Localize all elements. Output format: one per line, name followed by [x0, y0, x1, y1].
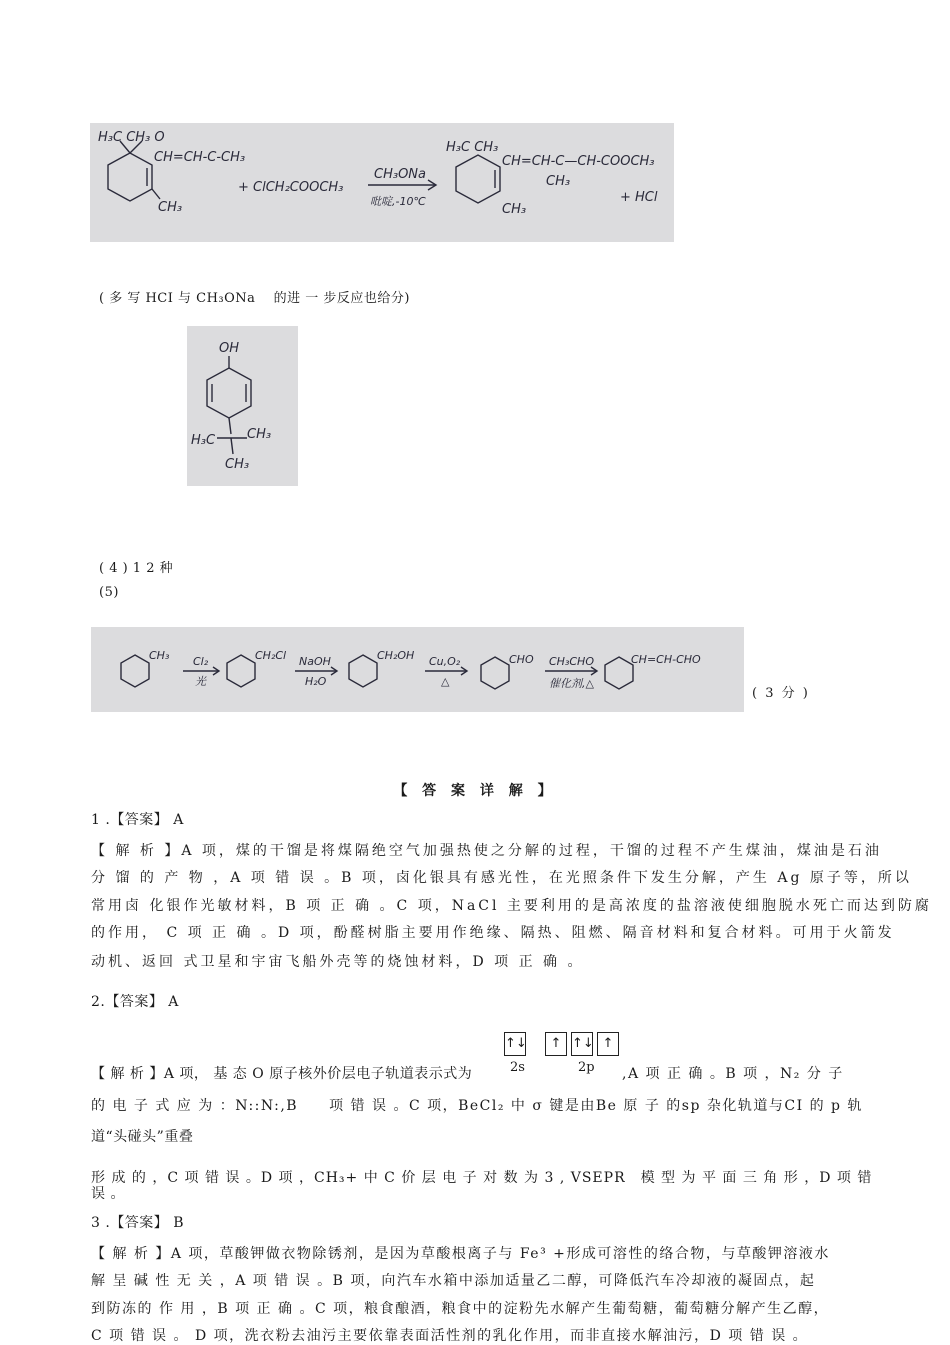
answer-3-line: 到防冻的 作 用 ，B 项 正 确 。C 项，粮食酿酒，粮食中的淀粉先水解产生葡萄糖，葡萄糖分解产生乙醇，: [91, 1301, 830, 1317]
bottom-methyl-label: CH₃: [225, 457, 250, 472]
svg-text:CH₂OH: CH₂OH: [377, 649, 415, 662]
arrow-below-text: 吡啶,-10℃: [370, 195, 426, 208]
orbital-2p-box: ↑: [545, 1032, 567, 1056]
q5-label: (5): [99, 585, 119, 600]
svg-text:NaOH: NaOH: [299, 655, 331, 668]
left-methyls: H₃C CH₃ O: [98, 130, 165, 145]
answer-3-line: C 项 错 误 。 D 项，洗衣粉去油污主要依靠表面活性剂的乳化作用，而非直接水解油污，D 项 错 误 。: [91, 1328, 809, 1344]
answer-3-label: 3 .【答案】 B: [91, 1215, 185, 1231]
svg-text:CH₃CHO: CH₃CHO: [549, 655, 594, 668]
left-methyl-label: H₃C: [191, 433, 216, 448]
answer-1-line: 分 馏 的 产 物 ，A 项 错 误 。B 项，卤化银具有感光性，在光照条件下发生分解，产生 Ag 原子等，所以: [91, 870, 912, 886]
answer-2-line: 形 成 的 ，C 项 错 误 。D 项 ，CH₃+ 中 C 价 层 电 子 对 数 为 3 , VSEPR 模 型 为 平 面 三 角 形 ，D 项 错: [91, 1170, 873, 1186]
section-title: 【 答 案 详 解 】: [393, 783, 557, 799]
benzene-ring: [207, 368, 251, 418]
answer-2-line: 【 解 析 】A 项， 基 态 O 原子核外价层电子轨道表示式为: [91, 1066, 473, 1082]
svg-text:CH₃: CH₃: [502, 202, 527, 217]
answer-1-line: 的作用， C 项 正 确 。D 项，酚醛树脂主要用作绝缘、隔热、阻燃、隔音材料和复合材料。可用于火箭发: [91, 925, 895, 941]
reaction-image-1: [90, 123, 674, 242]
hcl-text: + HCl: [620, 190, 658, 205]
structure-image-2: [187, 326, 298, 486]
svg-text:CH=CH-C-CH₃: CH=CH-C-CH₃: [154, 150, 246, 165]
cyclohexene-ring-right: [456, 155, 500, 203]
answer-1-label: 1 .【答案】 A: [91, 812, 184, 828]
svg-text:Cu,O₂: Cu,O₂: [429, 655, 461, 668]
cyclohexene-ring-left: [108, 153, 152, 201]
svg-text:△: △: [441, 675, 450, 688]
answer-2-line: 的 电 子 式 应 为 ：N::N:,B 项 错 误 。C 项，BeCl₂ 中 σ 键是由Be 原 子 的sp 杂化轨道与CI 的 p 轨: [91, 1098, 863, 1114]
orbital-2p-label: 2p: [578, 1060, 595, 1075]
arrow-above-text: CH₃ONa: [374, 167, 426, 182]
answer-1-line: 【 解 析 】A 项，煤的干馏是将煤隔绝空气加强热使之分解的过程，干馏的过程不产生煤油，煤油是石油: [91, 843, 882, 859]
orbital-2p-box: ↑↓: [571, 1032, 593, 1056]
answer-2-label: 2.【答案】 A: [91, 994, 179, 1010]
answer-2-line: 道“头碰头”重叠: [91, 1129, 194, 1145]
orbital-2s-label: 2s: [510, 1060, 525, 1075]
answer-2-line: ,A 项 正 确 。B 项 ，N₂ 分 子: [622, 1066, 844, 1082]
svg-text:CH=CH-CHO: CH=CH-CHO: [631, 653, 701, 666]
svg-text:CHO: CHO: [509, 653, 534, 666]
svg-text:CH₂Cl: CH₂Cl: [255, 649, 287, 662]
answer-3-line: 【 解 析 】A 项，草酸钾做衣物除锈剂，是因为草酸根离子与 Fe³ +形成可溶性的络合物，与草酸钾溶液水: [91, 1246, 830, 1262]
synthesis-route-image: [91, 627, 744, 712]
score-label: ( 3 分 ): [752, 686, 810, 701]
svg-text:CH₃: CH₃: [149, 649, 170, 662]
oh-label: OH: [219, 341, 240, 356]
svg-text:催化剂,△: 催化剂,△: [549, 677, 594, 690]
svg-text:CH₃: CH₃: [158, 200, 183, 215]
reagent-text: + ClCH₂COOCH₃: [238, 180, 344, 195]
answer-1-line: 动机、返回 式卫星和宇宙飞船外壳等的烧蚀材料，D 项 正 确 。: [91, 954, 585, 970]
svg-text:H₂O: H₂O: [305, 675, 327, 688]
q4-answer: ( 4 ) 1 2 种: [99, 561, 174, 576]
right-methyl-label: CH₃: [247, 427, 272, 442]
svg-text:CH₃: CH₃: [546, 174, 571, 189]
svg-text:H₃C CH₃: H₃C CH₃: [446, 140, 499, 155]
svg-text:光: 光: [195, 675, 206, 688]
answer-2-line: 误 。: [91, 1186, 125, 1202]
svg-text:Cl₂: Cl₂: [193, 655, 209, 668]
note-line: ( 多 写 HCI 与 CH₃ONa 的进 一 步反应也给分): [99, 291, 410, 306]
answer-1-line: 常用卤 化银作光敏材料，B 项 正 确 。C 项，NaCl 主要利用的是高浓度的盐溶液使细胞脱水死亡而达到防腐: [91, 898, 932, 914]
product-text: CH=CH-C—CH-COOCH₃: [502, 154, 655, 169]
answer-3-line: 解 呈 碱 性 无 关 ，A 项 错 误 。B 项，向汽车水箱中添加适量乙二醇，可降低汽车冷却液的凝固点，起: [91, 1273, 816, 1289]
orbital-2s-box: ↑↓: [504, 1032, 526, 1056]
orbital-2p-box: ↑: [597, 1032, 619, 1056]
